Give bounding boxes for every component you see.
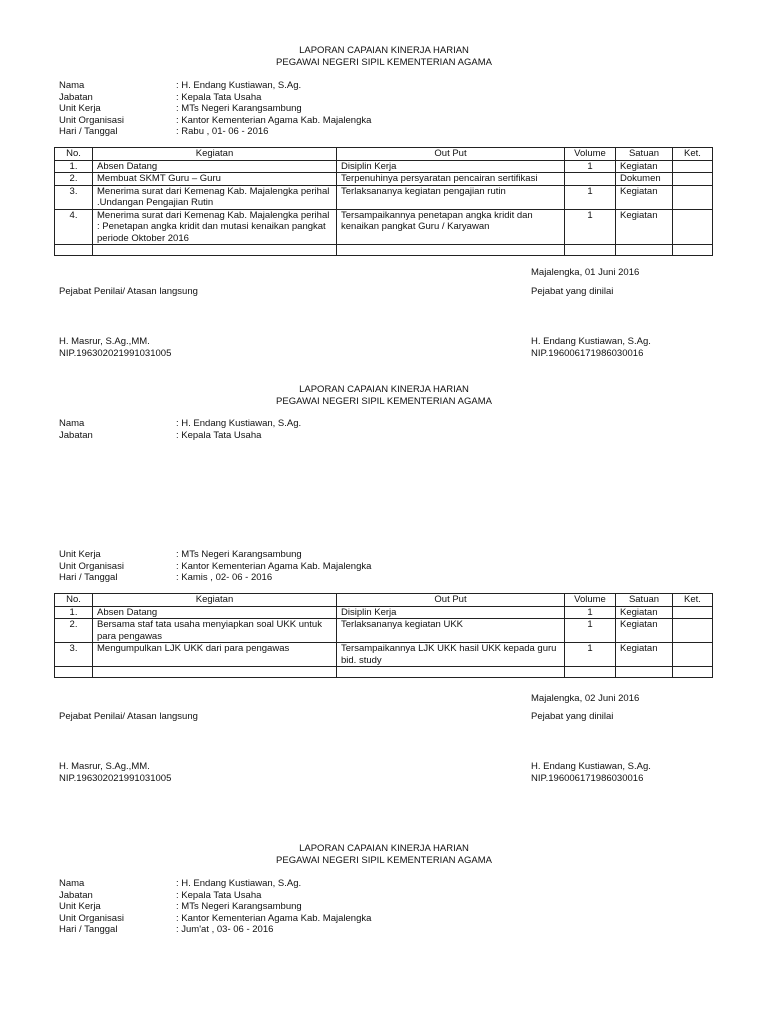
field-label: Hari / Tanggal bbox=[59, 572, 118, 583]
cell-kegiatan bbox=[93, 667, 337, 678]
table-header-row bbox=[55, 594, 713, 607]
report-3-title bbox=[0, 843, 768, 867]
field-label: Nama bbox=[59, 878, 85, 889]
field-value: : H. Endang Kustiawan, S.Ag. bbox=[176, 878, 302, 889]
field-label: Unit Kerja bbox=[59, 901, 101, 912]
cell-kegiatan: Menerima surat dari Kemenag Kab. Majalengka perihal .Undangan Pengajian Rutin bbox=[93, 185, 337, 209]
field-value: : H. Endang Kustiawan, S.Ag. bbox=[176, 418, 302, 429]
header-kegiatan: Kegiatan bbox=[93, 148, 337, 161]
report-2-identity-fields-top bbox=[59, 418, 301, 441]
field-jabatan bbox=[59, 92, 371, 104]
cell-volume bbox=[565, 173, 616, 186]
table-row bbox=[55, 606, 713, 619]
field-unit-kerja bbox=[59, 549, 371, 561]
field-label: Jabatan bbox=[59, 889, 93, 901]
report-1-identity-fields bbox=[59, 80, 371, 138]
table-row bbox=[55, 209, 713, 245]
cell-volume: 1 bbox=[565, 185, 616, 209]
right-signer-role: Pejabat yang dinilai bbox=[531, 711, 614, 722]
cell-volume: 1 bbox=[565, 606, 616, 619]
field-value: : Jum'at , 03- 06 - 2016 bbox=[176, 924, 274, 935]
cell-satuan bbox=[616, 245, 673, 256]
cell-output: Terlaksananya kegiatan UKK bbox=[337, 619, 565, 643]
cell-kegiatan: Menerima surat dari Kemenag Kab. Majalengka perihal : Penetapan angka kridit dan mutasi kenaikan pangkat periode Oktober 2016 bbox=[93, 209, 337, 245]
header-ket: Ket. bbox=[673, 594, 713, 607]
field-label: Hari / Tanggal bbox=[59, 126, 118, 137]
field-value: : Kantor Kementerian Agama Kab. Majalengka bbox=[176, 560, 372, 572]
cell-no bbox=[55, 667, 93, 678]
cell-no: 2. bbox=[55, 173, 93, 186]
field-hari-tanggal bbox=[59, 126, 371, 138]
cell-ket bbox=[673, 185, 713, 209]
cell-volume bbox=[565, 245, 616, 256]
cell-no: 1. bbox=[55, 606, 93, 619]
cell-satuan bbox=[616, 667, 673, 678]
field-value: : Kepala Tata Usaha bbox=[176, 91, 262, 103]
table-row bbox=[55, 173, 713, 186]
cell-volume: 1 bbox=[565, 643, 616, 667]
cell-output bbox=[337, 667, 565, 678]
report-title-line2: PEGAWAI NEGERI SIPIL KEMENTERIAN AGAMA bbox=[276, 855, 492, 866]
cell-no: 2. bbox=[55, 619, 93, 643]
header-volume: Volume bbox=[565, 594, 616, 607]
header-satuan: Satuan bbox=[616, 148, 673, 161]
field-nama bbox=[59, 80, 371, 92]
cell-satuan: Kegiatan bbox=[616, 185, 673, 209]
report-title-line2: PEGAWAI NEGERI SIPIL KEMENTERIAN AGAMA bbox=[276, 57, 492, 68]
cell-satuan: Kegiatan bbox=[616, 643, 673, 667]
field-jabatan bbox=[59, 890, 371, 902]
field-label: Jabatan bbox=[59, 91, 93, 103]
field-value: : MTs Negeri Karangsambung bbox=[176, 549, 302, 560]
field-hari-tanggal bbox=[59, 924, 371, 936]
field-label: Unit Kerja bbox=[59, 103, 101, 114]
field-jabatan bbox=[59, 430, 301, 442]
header-no: No. bbox=[55, 594, 93, 607]
place-date: Majalengka, 01 Juni 2016 bbox=[531, 267, 640, 278]
field-value: : Kamis , 02- 06 - 2016 bbox=[176, 572, 273, 583]
header-satuan: Satuan bbox=[616, 594, 673, 607]
field-value: : Kantor Kementerian Agama Kab. Majalengka bbox=[176, 114, 372, 126]
cell-ket bbox=[673, 209, 713, 245]
report-title-line1: LAPORAN CAPAIAN KINERJA HARIAN bbox=[299, 843, 469, 854]
cell-satuan: Dokumen bbox=[616, 173, 673, 186]
field-label: Unit Organisasi bbox=[59, 912, 124, 924]
table-row bbox=[55, 160, 713, 173]
cell-ket bbox=[673, 643, 713, 667]
cell-output bbox=[337, 245, 565, 256]
field-label: Jabatan bbox=[59, 429, 93, 441]
left-signer-name: H. Masrur, S.Ag.,MM. bbox=[59, 336, 150, 347]
left-signer-nip: NIP.196302021991031005 bbox=[59, 348, 172, 359]
report-3-identity-fields bbox=[59, 878, 371, 936]
cell-volume: 1 bbox=[565, 160, 616, 173]
report-2-activity-table bbox=[54, 593, 713, 678]
cell-ket bbox=[673, 619, 713, 643]
cell-satuan: Kegiatan bbox=[616, 619, 673, 643]
cell-output: Terlaksananya kegiatan pengajian rutin bbox=[337, 185, 565, 209]
header-ket: Ket. bbox=[673, 148, 713, 161]
cell-volume bbox=[565, 667, 616, 678]
field-value: : Rabu , 01- 06 - 2016 bbox=[176, 126, 269, 137]
field-label: Unit Organisasi bbox=[59, 114, 124, 126]
cell-kegiatan: Membuat SKMT Guru – Guru bbox=[93, 173, 337, 186]
field-unit-organisasi bbox=[59, 561, 371, 573]
report-title-line1: LAPORAN CAPAIAN KINERJA HARIAN bbox=[299, 384, 469, 395]
left-signer-role: Pejabat Penilai/ Atasan langsung bbox=[59, 286, 198, 297]
right-signer-name: H. Endang Kustiawan, S.Ag. bbox=[531, 336, 651, 347]
cell-output: Disiplin Kerja bbox=[337, 160, 565, 173]
field-label: Hari / Tanggal bbox=[59, 924, 118, 935]
right-signer-nip: NIP.196006171986030016 bbox=[531, 348, 644, 359]
cell-output: Tersampaikannya penetapan angka kridit dan kenaikan pangkat Guru / Karyawan bbox=[337, 209, 565, 245]
header-volume: Volume bbox=[565, 148, 616, 161]
cell-satuan: Kegiatan bbox=[616, 606, 673, 619]
table-row-empty bbox=[55, 245, 713, 256]
left-signer-role: Pejabat Penilai/ Atasan langsung bbox=[59, 711, 198, 722]
right-signer-role: Pejabat yang dinilai bbox=[531, 286, 614, 297]
field-value: : Kepala Tata Usaha bbox=[176, 429, 262, 441]
place-date: Majalengka, 02 Juni 2016 bbox=[531, 693, 640, 704]
field-unit-organisasi bbox=[59, 115, 371, 127]
cell-kegiatan: Mengumpulkan LJK UKK dari para pengawas bbox=[93, 643, 337, 667]
field-unit-kerja bbox=[59, 901, 371, 913]
left-signer-nip: NIP.196302021991031005 bbox=[59, 773, 172, 784]
table-row-empty bbox=[55, 667, 713, 678]
cell-kegiatan bbox=[93, 245, 337, 256]
table-row bbox=[55, 619, 713, 643]
report-1-title bbox=[0, 45, 768, 69]
cell-no: 4. bbox=[55, 209, 93, 245]
field-hari-tanggal bbox=[59, 572, 371, 584]
cell-no: 3. bbox=[55, 643, 93, 667]
header-output: Out Put bbox=[337, 594, 565, 607]
cell-no: 3. bbox=[55, 185, 93, 209]
report-title-line2: PEGAWAI NEGERI SIPIL KEMENTERIAN AGAMA bbox=[276, 396, 492, 407]
cell-no: 1. bbox=[55, 160, 93, 173]
field-value: : Kantor Kementerian Agama Kab. Majalengka bbox=[176, 912, 372, 924]
cell-satuan: Kegiatan bbox=[616, 209, 673, 245]
field-label: Nama bbox=[59, 418, 85, 429]
cell-output: Terpenuhinya persyaratan pencairan sertifikasi bbox=[337, 173, 565, 186]
right-signer-name: H. Endang Kustiawan, S.Ag. bbox=[531, 761, 651, 772]
cell-satuan: Kegiatan bbox=[616, 160, 673, 173]
cell-kegiatan: Bersama staf tata usaha menyiapkan soal UKK untuk para pengawas bbox=[93, 619, 337, 643]
field-label: Unit Kerja bbox=[59, 549, 101, 560]
report-1-activity-table bbox=[54, 147, 713, 256]
report-2-title bbox=[0, 384, 768, 408]
field-label: Unit Organisasi bbox=[59, 560, 124, 572]
header-output: Out Put bbox=[337, 148, 565, 161]
cell-volume: 1 bbox=[565, 619, 616, 643]
field-nama bbox=[59, 418, 301, 430]
header-no: No. bbox=[55, 148, 93, 161]
field-value: : MTs Negeri Karangsambung bbox=[176, 103, 302, 114]
cell-ket bbox=[673, 606, 713, 619]
field-nama bbox=[59, 878, 371, 890]
cell-output: Tersampaikannya LJK UKK hasil UKK kepada guru bid. study bbox=[337, 643, 565, 667]
cell-no bbox=[55, 245, 93, 256]
table-header-row bbox=[55, 148, 713, 161]
cell-ket bbox=[673, 245, 713, 256]
cell-output: Disiplin Kerja bbox=[337, 606, 565, 619]
report-title-line1: LAPORAN CAPAIAN KINERJA HARIAN bbox=[299, 45, 469, 56]
table-row bbox=[55, 185, 713, 209]
right-signer-nip: NIP.196006171986030016 bbox=[531, 773, 644, 784]
field-unit-organisasi bbox=[59, 913, 371, 925]
field-unit-kerja bbox=[59, 103, 371, 115]
cell-kegiatan: Absen Datang bbox=[93, 160, 337, 173]
cell-kegiatan: Absen Datang bbox=[93, 606, 337, 619]
cell-ket bbox=[673, 173, 713, 186]
field-value: : H. Endang Kustiawan, S.Ag. bbox=[176, 80, 302, 91]
cell-ket bbox=[673, 667, 713, 678]
cell-volume: 1 bbox=[565, 209, 616, 245]
left-signer-name: H. Masrur, S.Ag.,MM. bbox=[59, 761, 150, 772]
table-row bbox=[55, 643, 713, 667]
report-2-identity-fields bbox=[59, 549, 371, 584]
field-label: Nama bbox=[59, 80, 85, 91]
cell-ket bbox=[673, 160, 713, 173]
field-value: : Kepala Tata Usaha bbox=[176, 889, 262, 901]
header-kegiatan: Kegiatan bbox=[93, 594, 337, 607]
field-value: : MTs Negeri Karangsambung bbox=[176, 901, 302, 912]
